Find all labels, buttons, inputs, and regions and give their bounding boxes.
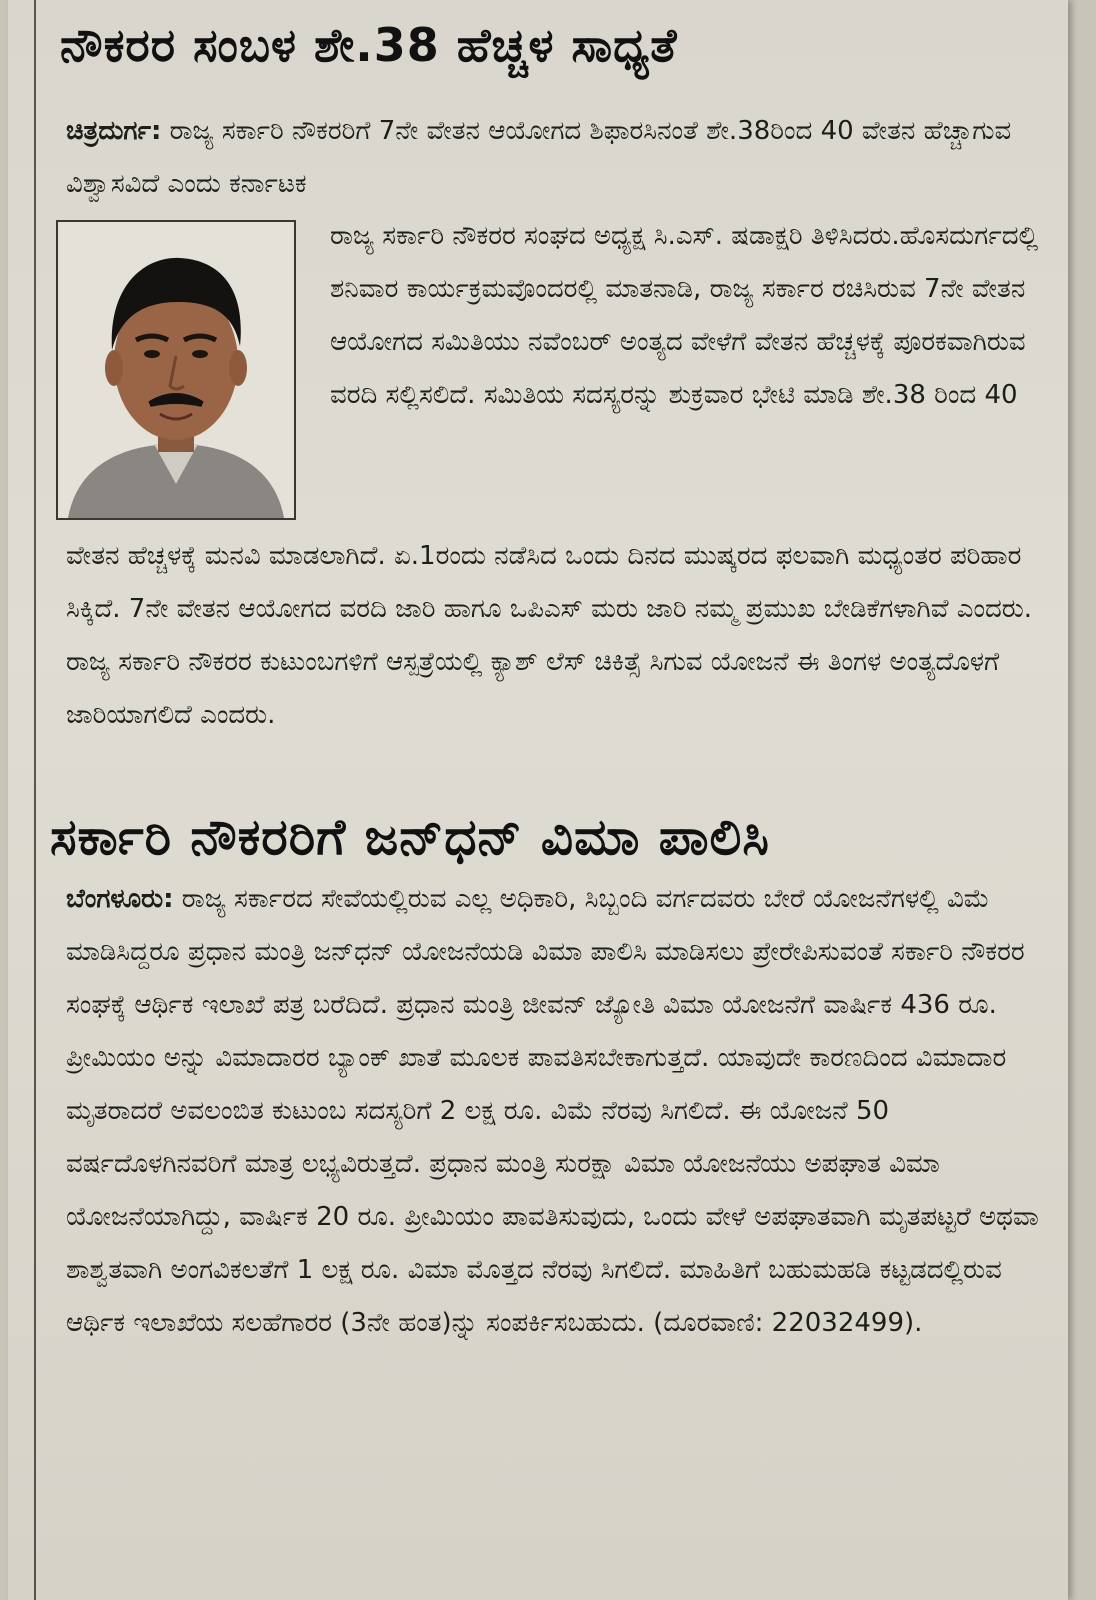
portrait-photo bbox=[56, 220, 296, 520]
portrait-illustration bbox=[58, 222, 294, 518]
dateline-chitradurga: ಚಿತ್ರದುರ್ಗ: bbox=[66, 116, 162, 146]
dateline-bengaluru: ಬೆಂಗಳೂರು: bbox=[66, 884, 174, 914]
article2-text-1: ರಾಜ್ಯ ಸರ್ಕಾರದ ಸೇವೆಯಲ್ಲಿರುವ ಎಲ್ಲ ಅಧಿಕಾರಿ, ಸಿಬ್ಬಂದಿ ವರ್ಗದವರು ಬೇರೆ ಯೋಜನೆಗಳಲ್ಲಿ ವಿಮೆ ಮಾಡಿಸಿದ್ದರೂ ಪ್ರಧಾನ ಮಂತ್ರಿ ಜನ್‌ಧನ್ ಯೋಜನೆಯಡಿ ವಿಮಾ ಪಾಲಿಸಿ ಮಾಡಿಸಲು ಪ್ರೇರೇಪಿಸುವಂತೆ ಸರ್ಕಾರಿ ನೌಕರರ ಸಂಘಕ್ಕೆ ಆರ್ಥಿಕ ಇಲಾಖೆ ಪತ್ರ ಬರೆದಿದೆ. ಪ್ರಧಾನ ಮಂತ್ರಿ ಜೀವನ್ ಜ್ಯೋತಿ ವಿಮಾ ಯೋಜನೆಗೆ ವಾರ್ಷಿಕ 436 ರೂ. ಪ್ರೀಮಿಯಂ ಅನ್ನು ವಿಮಾದಾರರ ಬ್ಯಾಂಕ್ ಖಾತೆ ಮೂಲಕ ಪಾವತಿಸಬೇಕಾಗುತ್ತದೆ. ಯಾವುದೇ ಕಾರಣದಿಂದ ವಿಮಾದಾರ ಮೃತರಾದರೆ ಅವಲಂಬಿತ ಕುಟುಂಬ ಸದಸ್ಯರಿಗೆ 2 ಲಕ್ಷ ರೂ. ವಿಮೆ ನೆರವು ಸಿಗಲಿದೆ. ಈ ಯೋಜನೆ 50 ವರ್ಷದೊಳಗಿನವರಿಗೆ ಮಾತ್ರ ಲಭ್ಯವಿರುತ್ತದೆ. ಪ್ರಧಾನ ಮಂತ್ರಿ ಸುರಕ್ಷಾ ವಿಮಾ ಯೋಜನೆಯು ಅಪಘಾತ ವಿಮಾ ಯೋಜನೆಯಾಗಿದ್ದು, ವಾರ್ಷಿಕ 20 ರೂ. ಪ್ರೀಮಿಯಂ ಪಾವತಿಸುವುದು, ಒಂದು ವೇಳೆ ಅಪಘಾತವಾಗಿ ಮೃತಪಟ್ಟರೆ ಅಥವಾ ಶಾಶ್ವತವಾಗಿ ಅಂಗವಿಕಲತೆಗೆ 1 ಲಕ್ಷ ರೂ. ವಿಮಾ ಮೊತ್ತದ ನೆರವು ಸಿಗಲಿದೆ. ಮಾಹಿತಿಗೆ ಬಹುಮಹಡಿ ಕಟ್ಟಡದಲ್ಲಿರುವ ಆರ್ಥಿಕ ಇಲಾಖೆಯ ಸಲಹೆಗಾರರ (3ನೇ ಹಂತ)ನ್ನು ಸಂಪರ್ಕಿಸಬಹುದು. (ದೂರವಾಣಿ: 22032499). bbox=[66, 884, 1039, 1338]
article1-paragraph-1 bbox=[66, 105, 1046, 211]
column-rule bbox=[34, 0, 36, 1600]
headline-salary-hike: ನೌಕರರ ಸಂಬಳ ಶೇ.38 ಹೆಚ್ಚಳ ಸಾಧ್ಯತೆ bbox=[60, 18, 678, 72]
article1-paragraph-2: ರಾಜ್ಯ ಸರ್ಕಾರಿ ನೌಕರರ ಸಂಘದ ಅಧ್ಯಕ್ಷ ಸಿ.ಎಸ್. ಷಡಾಕ್ಷರಿ ತಿಳಿಸಿದರು.ಹೊಸದುರ್ಗದಲ್ಲಿ ಶನಿವಾರ ಕಾರ್ಯಕ್ರಮವೊಂದರಲ್ಲಿ ಮಾತನಾಡಿ, ರಾಜ್ಯ ಸರ್ಕಾರ ರಚಿಸಿರುವ 7ನೇ ವೇತನ ಆಯೋಗದ ಸಮಿತಿಯು ನವೆಂಬರ್ ಅಂತ್ಯದ ವೇಳೆಗೆ ವೇತನ ಹೆಚ್ಚಳಕ್ಕೆ ಪೂರಕವಾಗಿರುವ ವರದಿ ಸಲ್ಲಿಸಲಿದೆ. ಸಮಿತಿಯ ಸದಸ್ಯರನ್ನು ಶುಕ್ರವಾರ ಭೇಟಿ ಮಾಡಿ ಶೇ.38 ರಿಂದ 40 bbox=[330, 221, 1039, 410]
article1-text-1: ರಾಜ್ಯ ಸರ್ಕಾರಿ ನೌಕರರಿಗೆ 7ನೇ ವೇತನ ಆಯೋಗದ ಶಿಫಾರಸಿನಂತೆ ಶೇ.38ರಿಂದ 40 ವೇತನ ಹೆಚ್ಚಾಗುವ ವಿಶ್ವಾಸವಿದೆ ಎಂದು ಕರ್ನಾಟಕ bbox=[66, 116, 1012, 199]
article1-paragraph-3: ವೇತನ ಹೆಚ್ಚಳಕ್ಕೆ ಮನವಿ ಮಾಡಲಾಗಿದೆ. ಏ.1ರಂದು ನಡೆಸಿದ ಒಂದು ದಿನದ ಮುಷ್ಕರದ ಫಲವಾಗಿ ಮಧ್ಯಂತರ ಪರಿಹಾರ ಸಿಕ್ಕಿದೆ. 7ನೇ ವೇತನ ಆಯೋಗದ ವರದಿ ಜಾರಿ ಹಾಗೂ ಒಪಿಎಸ್ ಮರು ಜಾರಿ ನಮ್ಮ ಪ್ರಮುಖ ಬೇಡಿಕೆಗಳಾಗಿವೆ ಎಂದರು. ರಾಜ್ಯ ಸರ್ಕಾರಿ ನೌಕರರ ಕುಟುಂಬಗಳಿಗೆ ಆಸ್ಪತ್ರೆಯಲ್ಲಿ ಕ್ಯಾಶ್ ಲೆಸ್ ಚಿಕಿತ್ಸೆ ಸಿಗುವ ಯೋಜನೆ ಈ ತಿಂಗಳ ಅಂತ್ಯದೊಳಗೆ ಜಾರಿಯಾಗಲಿದೆ ಎಂದರು. bbox=[66, 541, 1033, 730]
headline-jandhan-insurance: ಸರ್ಕಾರಿ ನೌಕರರಿಗೆ ಜನ್‌ಧನ್ ವಿಮಾ ಪಾಲಿಸಿ bbox=[50, 808, 770, 866]
article2-paragraph-1 bbox=[66, 873, 1046, 1350]
newspaper-page bbox=[8, 0, 1068, 1600]
